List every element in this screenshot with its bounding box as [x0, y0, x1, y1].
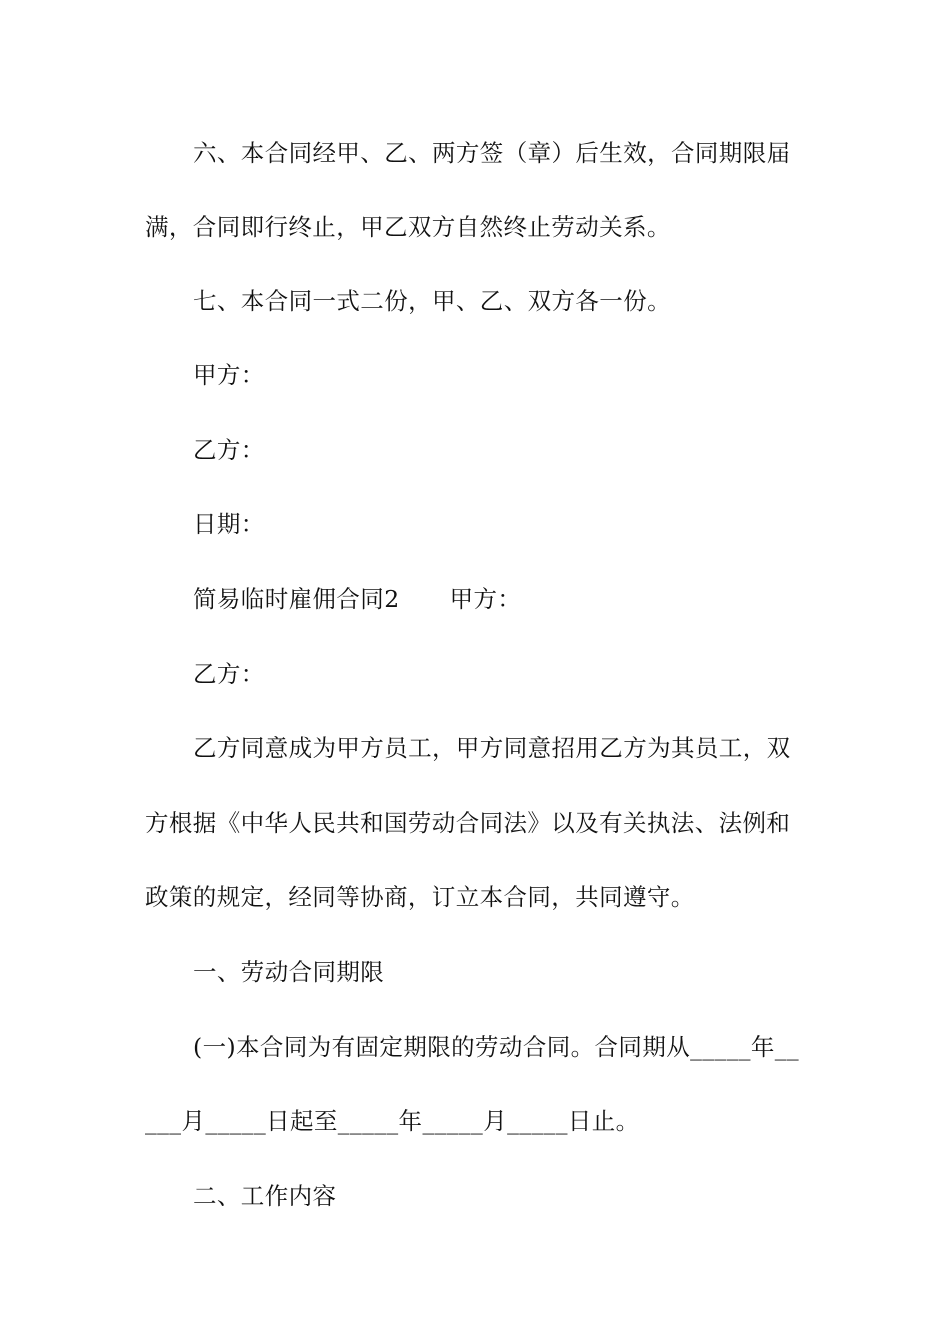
contract-2-party-b-label: 乙方：	[193, 660, 265, 688]
preamble-line-1: 乙方同意成为甲方员工，甲方同意招用乙方为其员工，双	[193, 734, 791, 762]
contract-2-heading-line	[193, 582, 810, 616]
clause-6-line-2: 满，合同即行终止，甲乙双方自然终止劳动关系。	[145, 213, 671, 241]
date-label: 日期：	[193, 510, 265, 538]
term-clause-line-1: (一)本合同为有固定期限的劳动合同。合同期从_____年__	[193, 1033, 800, 1061]
section-1-heading: 一、劳动合同期限	[193, 958, 385, 986]
preamble-line-2: 方根据《中华人民共和国劳动合同法》以及有关执法、法例和	[145, 809, 791, 837]
party-a-label: 甲方：	[193, 361, 265, 389]
clause-6-line-1: 六、本合同经甲、乙、两方签（章）后生效，合同期限届	[193, 139, 791, 167]
term-clause-line-2: ___月_____日起至_____年_____月_____日止。	[145, 1107, 640, 1135]
preamble-line-3: 政策的规定，经同等协商，订立本合同，共同遵守。	[145, 883, 695, 911]
party-b-label: 乙方：	[193, 436, 265, 464]
contract-2-title: 简易临时雇佣合同2	[193, 585, 400, 613]
clause-7: 七、本合同一式二份，甲、乙、双方各一份。	[193, 287, 671, 315]
contract-2-party-a-label: 甲方：	[449, 585, 522, 613]
section-2-heading: 二、工作内容	[193, 1182, 337, 1210]
